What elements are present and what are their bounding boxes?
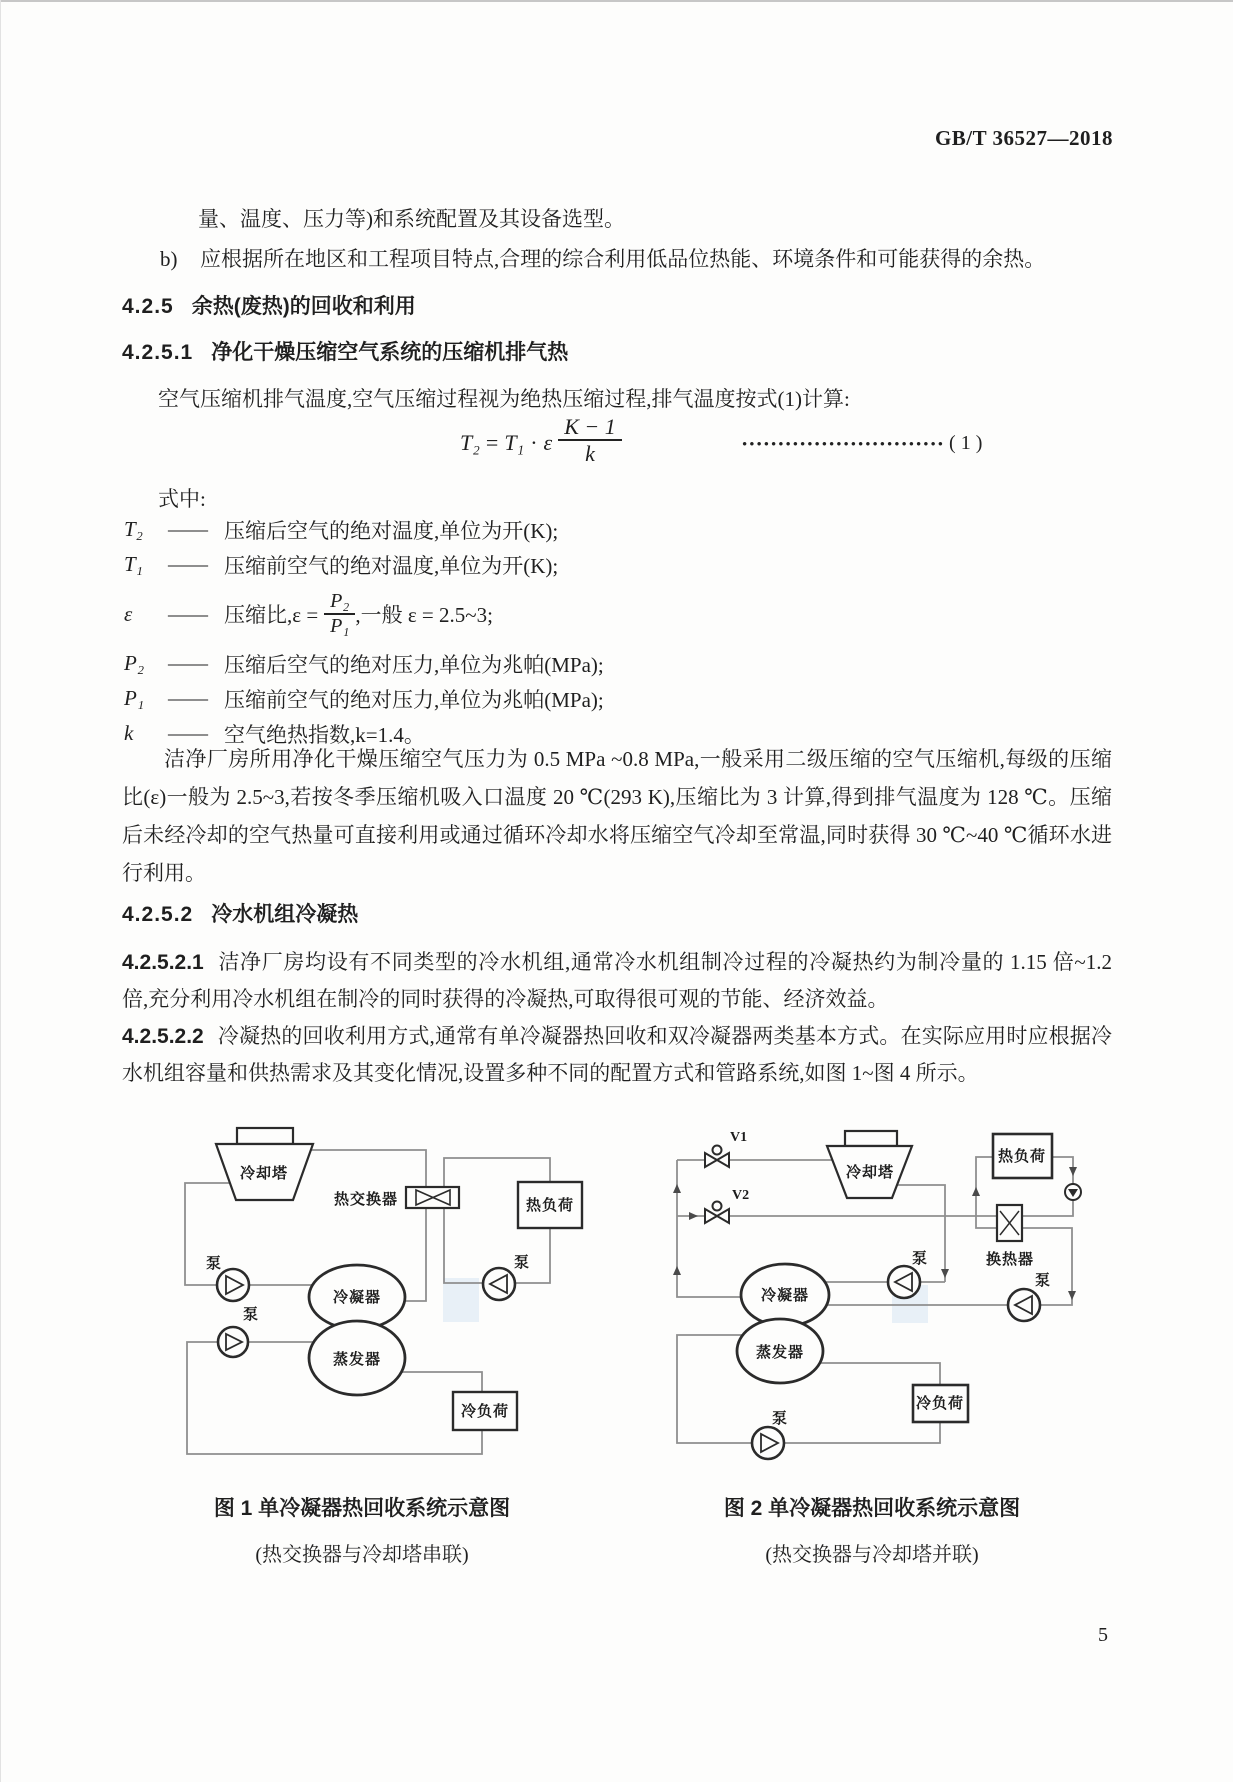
fig1-heat-exchanger-label: 热交换器: [333, 1192, 398, 1208]
section-4-2-5-1-heading: [122, 336, 568, 366]
eq-exponent-fraction: [558, 414, 622, 467]
frac-denominator: P₁: [324, 613, 355, 638]
fig2-cold-load-label: 冷负荷: [915, 1396, 965, 1412]
figure2-caption-title: 图 2 单冷凝器热回收系统示意图: [723, 1497, 1021, 1520]
definition-pre: 压缩比,ε =: [224, 603, 319, 627]
item-b-label: b): [160, 247, 178, 271]
section-4-2-5-heading: [122, 290, 416, 320]
section-number: 4.2.5.1: [122, 341, 194, 364]
eq-lhs: T₂: [460, 430, 480, 456]
tower-stack: [237, 1128, 293, 1144]
fig1-pump2-label: 泵: [242, 1307, 260, 1323]
arrow-up-icon: [972, 1187, 980, 1196]
symbol: P₂: [124, 651, 145, 675]
fig2-valve-v2: [705, 1202, 729, 1224]
eq-frac-numerator: K − 1: [564, 414, 616, 439]
equation-number: ( 1 ): [949, 432, 983, 454]
definition-text: 空气绝热指数,k=1.4。: [224, 722, 425, 747]
where-label: 式中:: [158, 487, 206, 511]
fig2-pump-mid: [888, 1266, 920, 1298]
dash: ——: [168, 517, 206, 541]
dash: ——: [168, 721, 206, 745]
equation-leader: [742, 432, 982, 455]
symbol: k: [124, 721, 134, 745]
symbol: T₁: [124, 552, 143, 576]
pipe-heatload-to-smallpump: [1052, 1157, 1073, 1184]
page-number: 5: [1098, 1624, 1108, 1646]
definition-row: [124, 681, 1044, 716]
section-number: 4.2.5.2: [122, 903, 194, 926]
fig2-valve-v1-label: V1: [730, 1130, 748, 1145]
definition-row: [124, 582, 1044, 646]
item-b-text: 应根据所在地区和工程项目特点,合理的综合利用低品位热能、环境条件和可能获得的余热。: [200, 247, 1046, 271]
fig2-pump-bottom: [752, 1427, 784, 1459]
section-4-2-5-2-heading: [122, 898, 358, 928]
fig1-evaporator-label: 蒸发器: [332, 1352, 382, 1368]
definition-post: ,一般 ε = 2.5~3;: [355, 603, 493, 627]
pipe-pumpbottom-to-coldload: [784, 1422, 940, 1443]
fig1-heat-load-label: 热负荷: [525, 1198, 575, 1214]
eq-equals: =: [485, 430, 499, 456]
pipe-evap-to-coldload: [821, 1363, 940, 1385]
definition-text: 压缩前空气的绝对温度,单位为开(K);: [224, 553, 559, 578]
fig2-valve-v2-label: V2: [732, 1188, 750, 1203]
section-number: 4.2.5: [122, 295, 174, 318]
pipe-left-riser: [677, 1160, 741, 1297]
fig1-pump2: [218, 1327, 248, 1357]
eq-t1: T₁: [504, 430, 525, 456]
definition-text: 压缩前空气的绝对压力,单位为兆帕(MPa);: [224, 687, 604, 712]
eq-frac-denominator: k: [558, 439, 622, 466]
symbol: P₁: [124, 686, 145, 710]
arrow-down-icon: [1069, 1167, 1077, 1176]
fig1-pump1: [217, 1269, 249, 1301]
symbol: T₂: [124, 517, 143, 541]
definition-row: [124, 512, 1044, 547]
fig1-cold-load-label: 冷负荷: [460, 1404, 510, 1420]
scan-artifact: [443, 1278, 479, 1322]
definition-row: [124, 547, 1044, 582]
arrow-right-icon: [689, 1212, 698, 1220]
fig2-pump-bottom-label: 泵: [771, 1411, 789, 1427]
section-title: 余热(废热)的回收和利用: [191, 295, 416, 318]
figure1-diagram: [140, 1105, 610, 1465]
fig2-hx-label: 换热器: [985, 1252, 1035, 1268]
doc-code-header: GB/T 36527—2018: [934, 126, 1113, 150]
fig2-pump-right: [1008, 1289, 1040, 1321]
scan-edge-left: [0, 0, 1, 1782]
definition-row: [124, 646, 1044, 681]
formula-intro: 空气压缩机排气温度,空气压缩过程视为绝热压缩过程,排气温度按式(1)计算:: [158, 387, 850, 411]
fig2-pump-mid-label: 泵: [911, 1251, 929, 1267]
pipe-smallpump-to-hx: [1022, 1200, 1073, 1216]
figure2-diagram: [590, 1105, 1160, 1465]
equation-1: [460, 414, 622, 467]
fig2-heat-load-label: 热负荷: [997, 1149, 1047, 1165]
arrow-up-icon: [673, 1266, 681, 1275]
paragraph-number: 4.2.5.2.1: [122, 951, 204, 974]
fig1-cooling-tower: [216, 1128, 313, 1200]
pipe-tower-to-hx: [311, 1150, 426, 1187]
fig1-pump1-label: 泵: [205, 1256, 223, 1272]
pipe-hx-to-pump3: [444, 1208, 483, 1283]
leader-dots: ••••••••••••••••••••••••••••: [742, 437, 946, 453]
fig2-cooling-tower-label: 冷却塔: [845, 1165, 895, 1181]
fig2-pump-right-label: 泵: [1034, 1273, 1052, 1289]
fig2-valve-v1: [705, 1146, 729, 1168]
tower-stack: [845, 1131, 897, 1146]
symbol: ε: [124, 601, 133, 626]
dash: ——: [168, 601, 206, 626]
pressure-ratio-fraction: [324, 590, 355, 638]
paragraph-compressed-air: 洁净厂房所用净化干燥压缩空气压力为 0.5 MPa ~0.8 MPa,一般采用二级压缩的空气压缩机,每级的压缩比(ε)一般为 2.5~3,若按冬季压缩机吸入口温度 20 ℃(293 K),压缩比为 3 计算,得到排气温度为 128 ℃。压缩后未经冷却的空气热量可直接利用或通过循环冷却水将压缩空气冷却至常温,同时获得 30 ℃~40 ℃循环水进行利用。: [122, 747, 1112, 885]
fig1-pump3-label: 泵: [513, 1255, 531, 1271]
eq-epsilon: ε: [543, 430, 553, 456]
fig2-small-pump: [1065, 1184, 1081, 1200]
dash: ——: [168, 651, 206, 675]
item-a-continuation: 量、温度、压力等)和系统配置及其设备选型。: [198, 207, 625, 231]
definition-text: 压缩后空气的绝对压力,单位为兆帕(MPa);: [224, 652, 604, 677]
dash: ——: [168, 686, 206, 710]
paragraph-4-2-5-2-1: [122, 944, 1112, 1018]
pipe-hx-to-condenser: [404, 1208, 426, 1301]
fig1-condenser-label: 冷凝器: [332, 1290, 382, 1306]
paragraph-text: 冷凝热的回收利用方式,通常有单冷凝器热回收和双冷凝器两类基本方式。在实际应用时应根据冷水机组容量和供热需求及其变化情况,设置多种不同的配置方式和管路系统,如图 1~图 4 所示。: [122, 1024, 1112, 1085]
scan-edge-top: [0, 0, 1233, 2]
arrow-down-icon: [1068, 1291, 1076, 1300]
eq-dot: ·: [530, 430, 538, 456]
section-title: 净化干燥压缩空气系统的压缩机排气热: [211, 341, 569, 364]
fig2-evaporator-label: 蒸发器: [755, 1345, 805, 1361]
arrow-up-icon: [673, 1184, 681, 1193]
paragraph-text: 洁净厂房均设有不同类型的冷水机组,通常冷水机组制冷过程的冷凝热约为制冷量的 1.15 倍~1.2 倍,充分利用冷水机组在制冷的同时获得的冷凝热,可取得很可观的节能、经济效益。: [122, 950, 1112, 1011]
definition-text: [224, 590, 493, 638]
frac-numerator: P₂: [330, 590, 350, 612]
pipe-evaporator-to-coldload: [402, 1372, 482, 1392]
figure2-caption-subtitle: (热交换器与冷却塔并联): [765, 1544, 979, 1566]
fig2-condenser-label: 冷凝器: [760, 1288, 810, 1304]
arrow-down-icon: [941, 1269, 949, 1278]
paragraph-number: 4.2.5.2.2: [122, 1025, 204, 1048]
section-title: 冷水机组冷凝热: [211, 903, 359, 926]
dash: ——: [168, 552, 206, 576]
fig1-cooling-tower-label: 冷却塔: [239, 1166, 289, 1182]
figure1-caption-title: 图 1 单冷凝器热回收系统示意图: [213, 1497, 511, 1520]
definition-text: 压缩后空气的绝对温度,单位为开(K);: [224, 518, 559, 543]
paragraph-4-2-5-2-2: [122, 1018, 1112, 1092]
symbol-definitions: [124, 512, 1044, 751]
figure1-caption-subtitle: (热交换器与冷却塔串联): [255, 1544, 469, 1566]
fig1-pump3: [483, 1268, 515, 1300]
